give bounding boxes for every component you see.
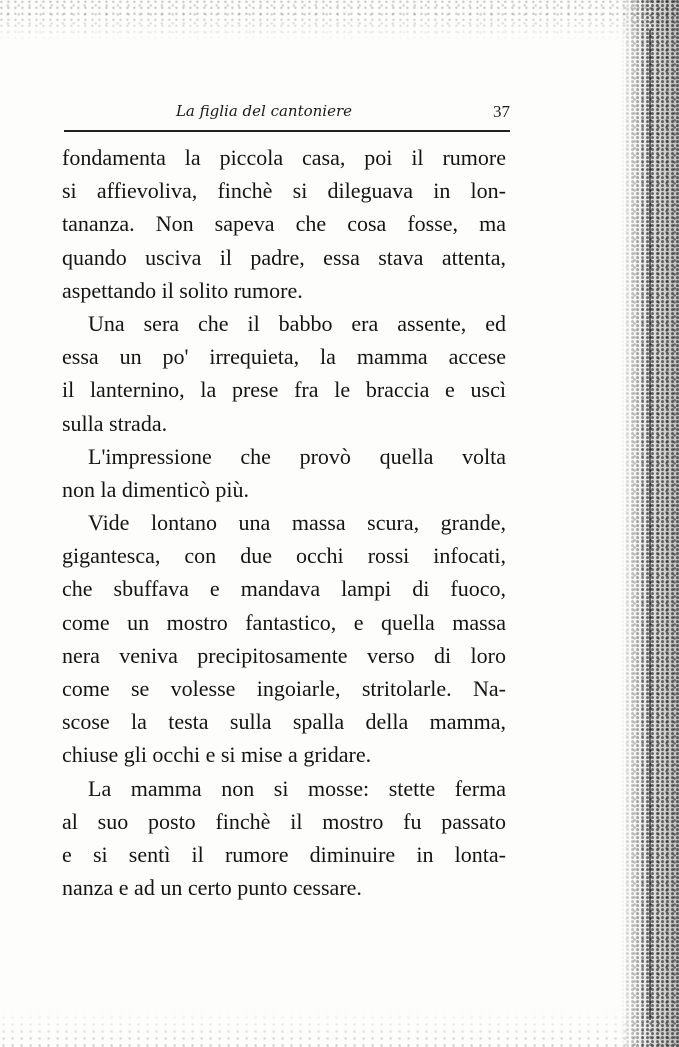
text-line: come un mostro fantastico, e quella massa	[62, 609, 506, 635]
header-rule	[64, 130, 510, 132]
page-number: 37	[493, 102, 510, 121]
text-line: fondamenta la piccola casa, poi il rumore	[62, 145, 506, 170]
text-line: chiuse gli occhi e si mise a gridare.	[62, 742, 372, 768]
text-line: il lanternino, la prese fra le braccia e uscì	[62, 377, 506, 403]
text-line: L'impressione che provò quella volta	[88, 443, 506, 469]
text-line: La mamma non si mosse: stette ferma	[88, 775, 506, 801]
text-line: al suo posto finchè il mostro fu passato	[62, 808, 506, 834]
body-text	[62, 141, 506, 904]
text-line: gigantesca, con due occhi rossi infocati,	[62, 543, 506, 569]
page-edge-shadow	[649, 30, 651, 1020]
text-line: tananza. Non sapeva che cosa fosse, ma	[62, 211, 506, 237]
text-line: che sbuffava e mandava lampi di fuoco,	[62, 576, 506, 602]
scan-edge-bottom	[0, 1007, 679, 1047]
scan-edge-top	[0, 0, 679, 42]
running-head	[64, 100, 510, 128]
text-line: nanza e ad un certo punto cessare.	[62, 875, 362, 901]
text-line: Una sera che il babbo era assente, ed	[88, 310, 506, 336]
text-line: e si sentì il rumore diminuire in lonta-	[62, 841, 506, 867]
text-line: non la dimenticò più.	[62, 476, 249, 502]
running-title: La figlia del cantoniere	[175, 102, 353, 120]
text-line: nera veniva precipitosamente verso di loro	[62, 642, 506, 668]
text-line: aspettando il solito rumore.	[62, 277, 303, 303]
text-line: quando usciva il padre, essa stava attenta,	[62, 244, 506, 270]
text-line: essa un po' irrequieta, la mamma accese	[62, 344, 506, 370]
text-line: scose la testa sulla spalla della mamma,	[62, 709, 506, 735]
text-line: Vide lontano una massa scura, grande,	[88, 510, 506, 536]
text-line: come se volesse ingoiarle, stritolarle. Na-	[62, 676, 506, 701]
text-line: si affievoliva, finchè si dileguava in lon-	[62, 178, 506, 204]
text-line: sulla strada.	[62, 410, 168, 436]
